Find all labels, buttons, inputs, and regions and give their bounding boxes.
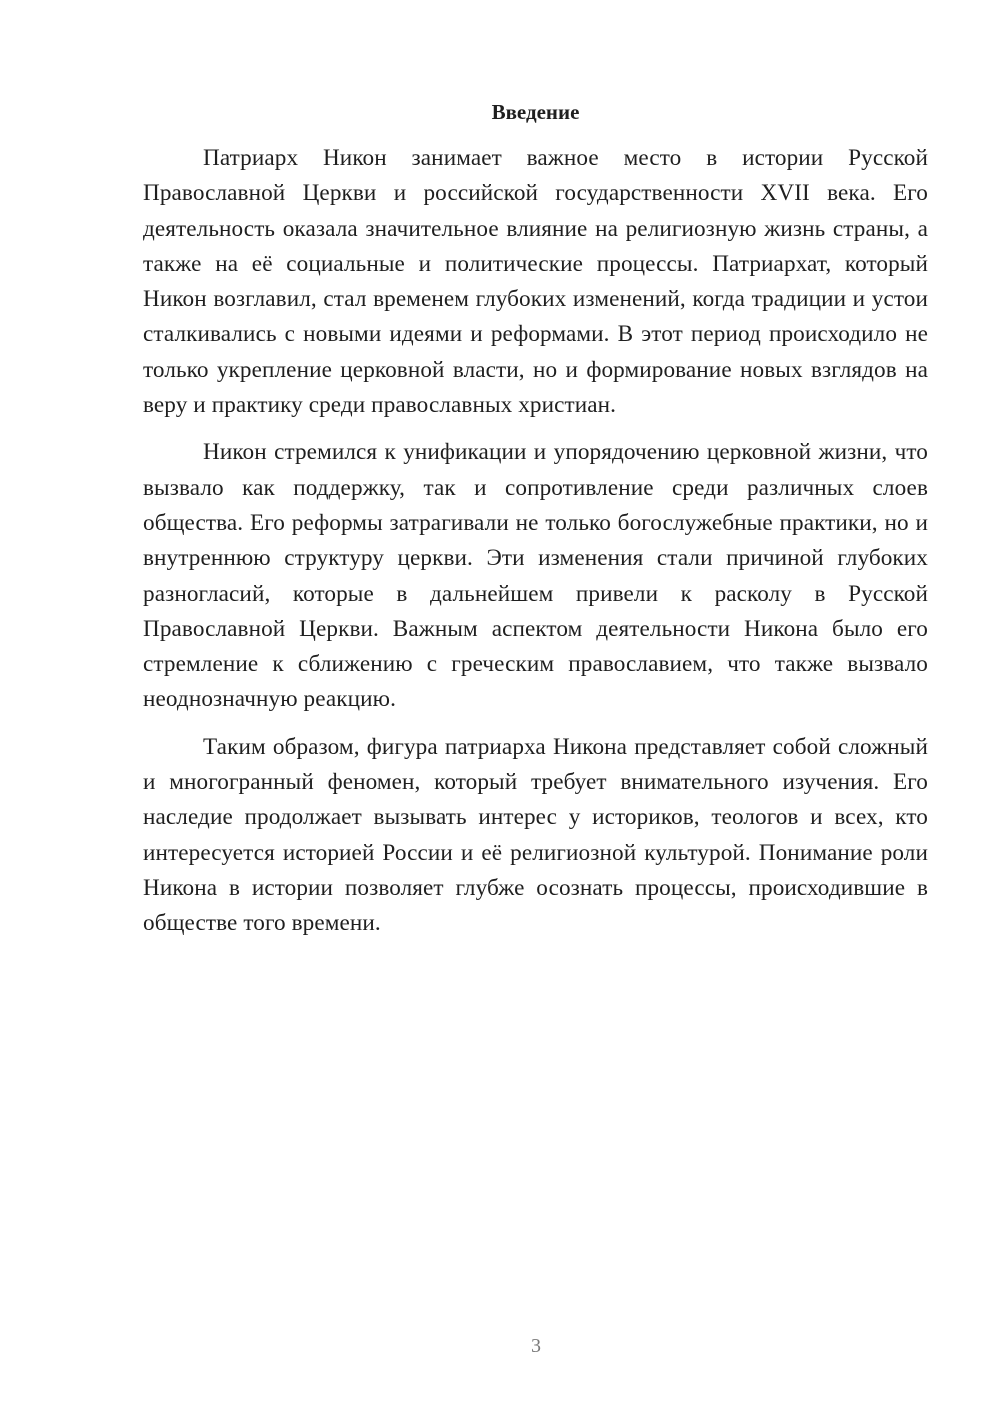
body-text bbox=[143, 141, 928, 954]
paragraph-3: Таким образом, фигура патриарха Никона представляет собой сложный и многогранный феномен, который требует внимательного изучения. Его наследие продолжает вызывать интерес у историков, теологов и всех, кто интересуется историей России и её религиозной культурой. Понимание роли Никона в истории позволяет глубже осознать процессы, происходившие в обществе того времени. bbox=[143, 733, 928, 937]
paragraph-2: Никон стремился к унификации и упорядочению церковной жизни, что вызвало как поддержку, так и сопротивление среди различных слоев общества. Его реформы затрагивали не только богослужебные практики, но и внутреннюю структуру церкви. Эти изменения стали причиной глубоких разногласий, которые в дальнейшем привели к расколу в Русской Православной Церкви. Важным аспектом деятельности Никона было его стремление к сближению с греческим православием, что также вызвало неоднозначную реакцию. bbox=[143, 439, 928, 713]
page-number: 3 bbox=[531, 1335, 541, 1357]
page-title: Введение bbox=[491, 100, 580, 124]
paragraph-1: Патриарх Никон занимает важное место в истории Русской Православной Церкви и российской государственности XVII века. Его деятельность оказала значительное влияние на религиозную жизнь страны, а также на её социальные и политические процессы. Патриархат, который Никон возглавил, стал временем глубоких изменений, когда традиции и устои сталкивались с новыми идеями и реформами. В этот период происходило не только укрепление церковной власти, но и формирование новых взглядов на веру и практику среди православных христиан. bbox=[143, 145, 928, 419]
